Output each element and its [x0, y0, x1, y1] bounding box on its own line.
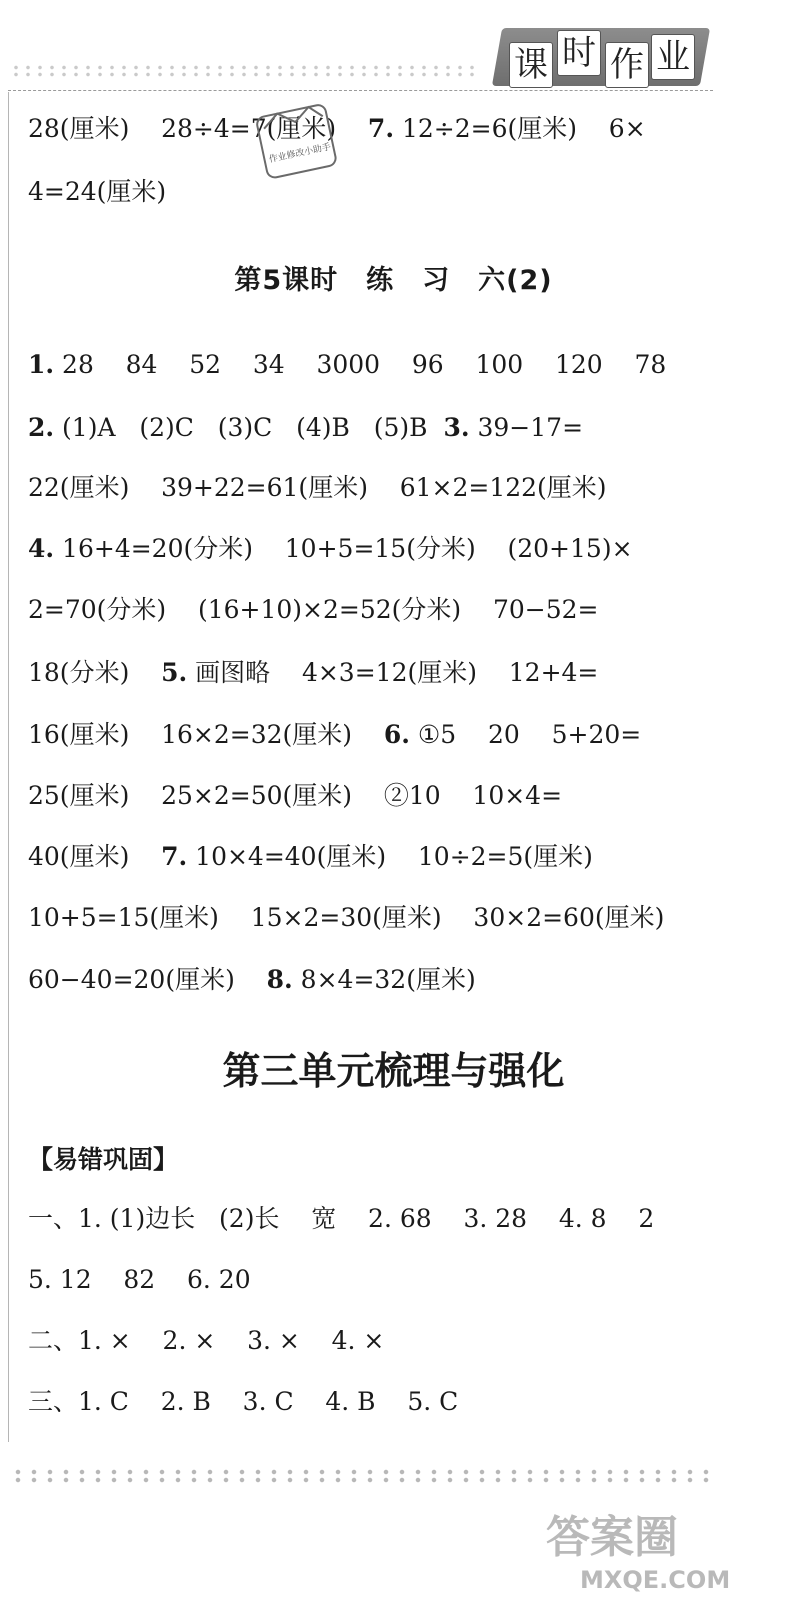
- question-number: 2.: [28, 413, 55, 442]
- answer-text: 22(厘米) 39+22=61(厘米) 61×2=122(厘米): [28, 473, 607, 502]
- answer-text: 28 84 52 34 3000 96 100 120 78: [54, 350, 667, 379]
- watermark-url: MXQE.COM: [580, 1566, 731, 1594]
- answer-line: [28, 470, 607, 506]
- answer-text: 画图略 4×3=12(厘米) 12+4=: [187, 658, 599, 687]
- answer-text: (1)A (2)C (3)C (4)B (5)B: [54, 413, 444, 442]
- answer-line: [28, 531, 633, 567]
- question-number: 8.: [266, 965, 293, 994]
- question-number: 7.: [367, 114, 395, 143]
- answer-text: 16(厘米) 16×2=32(厘米): [28, 720, 384, 749]
- answer-text: 12÷2=6(厘米) 6×: [394, 114, 646, 143]
- answer-text: 10+5=15(厘米) 15×2=30(厘米) 30×2=60(厘米): [28, 903, 665, 932]
- question-number: 4.: [28, 534, 55, 563]
- answer-text: 2=70(分米) (16+10)×2=52(分米) 70−52=: [28, 595, 599, 624]
- answer-line: [28, 347, 666, 383]
- unit-title: 第三单元梳理与强化: [222, 1049, 565, 1093]
- answer-line: [28, 839, 593, 875]
- answer-text: 8×4=32(厘米): [292, 965, 476, 994]
- answer-line: [28, 900, 664, 936]
- answer-line: [28, 592, 598, 628]
- answer-text: ①5 20 5+20=: [409, 720, 642, 749]
- question-number: 1.: [28, 350, 55, 379]
- header-char-1: 课: [509, 42, 553, 88]
- answer-text: 10×4=40(厘米) 10÷2=5(厘米): [187, 842, 593, 871]
- answer-line: 5. 12 82 6. 20: [28, 1265, 251, 1294]
- question-number: 6.: [383, 720, 410, 749]
- answer-line: 一、1. (1)边长 (2)长 宽 2. 68 3. 28 4. 8 2: [28, 1204, 655, 1233]
- answer-text: 40(厘米): [28, 842, 162, 871]
- question-number: 7.: [161, 842, 188, 871]
- header-char-3: 作: [605, 42, 649, 88]
- header-dashed-rule: [8, 90, 713, 91]
- answer-line: 三、1. C 2. B 3. C 4. B 5. C: [28, 1387, 459, 1416]
- section-heading: 【易错巩固】: [28, 1145, 179, 1174]
- answer-text: 28(厘米) 28÷4=7(厘米): [28, 114, 368, 143]
- question-number: 5.: [161, 658, 188, 687]
- answer-text: 60−40=20(厘米): [28, 965, 267, 994]
- header-char-2: 时: [557, 30, 601, 76]
- stamp-text: 作业修改小助手: [268, 142, 332, 166]
- lesson-title: 第5课时 练 习 六(2): [234, 265, 553, 296]
- answer-text: 18(分米): [28, 658, 162, 687]
- answer-text: 39−17=: [469, 413, 584, 442]
- header-title: [505, 30, 705, 90]
- watermark-text: 答案圈: [546, 1512, 678, 1563]
- header-dot-pattern: [10, 64, 480, 78]
- footer-dot-pattern: [10, 1468, 710, 1484]
- answer-line: 4=24(厘米): [28, 177, 167, 206]
- answer-line: [28, 655, 598, 691]
- answer-text: 16+4=20(分米) 10+5=15(分米) (20+15)×: [54, 534, 633, 563]
- answer-text: 25(厘米) 25×2=50(厘米) ②10 10×4=: [28, 781, 563, 810]
- answer-line: [28, 778, 562, 814]
- question-number: 3.: [443, 413, 470, 442]
- stamp-icon: [250, 96, 346, 192]
- answer-line: [28, 962, 476, 998]
- answer-line: 二、1. × 2. × 3. × 4. ×: [28, 1326, 385, 1355]
- answer-line: [28, 717, 641, 753]
- answer-line: [28, 410, 583, 446]
- watermark-logo: [540, 1500, 780, 1595]
- header-char-4: 业: [651, 34, 695, 80]
